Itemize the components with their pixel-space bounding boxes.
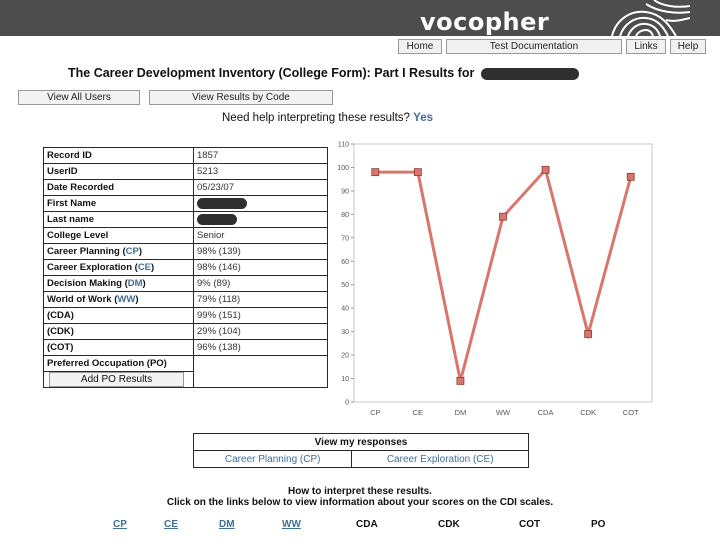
responses-table [193,433,529,468]
header-bar [0,0,720,36]
nav-links-button[interactable]: Links [626,39,666,54]
y-tick-label: 70 [341,235,349,243]
cp-label-text: Career Planning ( [47,246,126,257]
table-row [44,148,328,164]
redacted-last-name [197,214,237,225]
page-title-text: The Career Development Inventory (College Form): Part I Results for [68,66,475,80]
last-name-value [194,212,328,228]
x-tick-label: WW [495,408,511,417]
add-po-results-button[interactable]: Add PO Results [49,372,184,387]
data-point [457,377,464,384]
career-exploration-responses-link[interactable]: Career Exploration (CE) [352,451,529,468]
view-all-users-button[interactable]: View All Users [18,90,140,105]
world-of-work-value: 79% (118) [194,292,328,308]
table-row [44,180,328,196]
x-tick-label: CE [412,408,424,417]
user-id-value: 5213 [194,164,328,180]
y-tick-label: 60 [341,258,349,266]
add-po-cell [44,372,194,388]
scale-links [0,519,720,533]
cp-abbr: CP [125,246,139,257]
y-tick-label: 10 [341,376,349,384]
date-recorded-label: Date Recorded [44,180,194,196]
ww-abbr: WW [117,294,136,305]
scale-link-ce[interactable]: CE [164,519,178,530]
cp-close-paren: ) [138,246,143,257]
y-tick-label: 110 [337,141,349,149]
cda-label: (CDA) [44,308,194,324]
user-id-label: UserID [44,164,194,180]
y-tick-label: 100 [337,164,349,172]
y-tick-label: 20 [341,352,349,360]
college-level-value: Senior [194,228,328,244]
ce-close-paren: ) [151,262,155,273]
help-question: Need help interpreting these results? [222,112,410,124]
table-row [44,212,328,228]
table-row [44,356,328,372]
y-tick-label: 90 [341,188,349,196]
record-id-label: Record ID [44,148,194,164]
data-point [372,169,379,176]
help-prompt [222,112,433,124]
table-row [44,260,328,276]
table-row [44,164,328,180]
preferred-occupation-label: Preferred Occupation (PO) [44,356,194,372]
preferred-occupation-value [194,356,328,388]
cot-value: 96% (138) [194,340,328,356]
ce-abbr: CE [137,262,152,273]
ww-close-paren: ) [135,294,139,305]
decision-making-label [44,276,194,292]
data-point [542,166,549,173]
last-name-label: Last name [44,212,194,228]
table-row [44,324,328,340]
cdk-label: (CDK) [44,324,194,340]
scale-link-cdk[interactable]: CDK [438,519,460,530]
record-id-value: 1857 [194,148,328,164]
cdk-value: 29% (104) [194,324,328,340]
table-row [44,244,328,260]
table-row [44,292,328,308]
table-row [194,451,529,468]
redacted-first-name [197,198,247,209]
y-tick-label: 30 [341,329,349,337]
first-name-label: First Name [44,196,194,212]
table-row [44,228,328,244]
dm-label-text: Decision Making ( [47,278,128,289]
cda-value: 99% (151) [194,308,328,324]
nav-help-button[interactable]: Help [670,39,706,54]
dm-close-paren: ) [142,278,146,289]
y-tick-label: 80 [341,211,349,219]
y-tick-label: 0 [345,399,349,407]
page-title [68,66,579,80]
y-tick-label: 50 [341,282,349,290]
y-tick-label: 40 [341,305,349,313]
scale-link-po[interactable]: PO [591,519,606,530]
nav-home-button[interactable]: Home [398,39,442,54]
date-recorded-value: 05/23/07 [194,180,328,196]
data-point [627,173,634,180]
help-yes-link[interactable]: Yes [413,112,433,124]
scale-link-cp[interactable]: CP [113,519,127,530]
x-tick-label: DM [454,408,467,417]
data-point [500,213,507,220]
view-responses-header: View my responses [194,434,529,451]
career-planning-label [44,244,194,260]
table-row [44,308,328,324]
scale-link-ww[interactable]: WW [282,519,301,530]
decision-making-value: 9% (89) [194,276,328,292]
x-tick-label: COT [622,408,639,417]
top-nav [398,39,706,54]
cot-label: (COT) [44,340,194,356]
first-name-value [194,196,328,212]
career-exploration-value: 98% (146) [194,260,328,276]
ww-label-text: World of Work ( [47,294,118,305]
scale-link-cda[interactable]: CDA [356,519,378,530]
ce-label-text: Career Exploration ( [47,262,138,273]
data-point [414,169,421,176]
x-tick-label: CDK [580,408,597,417]
x-tick-label: CDA [537,408,554,417]
career-planning-value: 98% (139) [194,244,328,260]
x-tick-label: CP [370,408,381,417]
career-planning-responses-link[interactable]: Career Planning (CP) [194,451,352,468]
table-row [44,340,328,356]
world-of-work-label [44,292,194,308]
college-level-label: College Level [44,228,194,244]
dm-abbr: DM [127,278,143,289]
logo-swirl-icon [606,0,690,36]
career-exploration-label [44,260,194,276]
scale-link-dm[interactable]: DM [219,519,235,530]
table-row [44,196,328,212]
interpret-heading: How to interpret these results. [288,486,432,497]
plot-frame [354,144,652,402]
scale-link-cot[interactable]: COT [519,519,541,530]
interpret-instructions: Click on the links below to view information about your scores on the CDI scales. [166,497,554,508]
nav-test-documentation-button[interactable]: Test Documentation [446,39,622,54]
record-table [43,147,328,388]
results-line-chart [334,136,670,421]
table-row [194,434,529,451]
brand-logo[interactable]: vocopher [420,8,550,36]
view-results-by-code-button[interactable]: View Results by Code [149,90,333,105]
table-row [44,276,328,292]
data-point [585,330,592,337]
redacted-name [481,68,579,80]
